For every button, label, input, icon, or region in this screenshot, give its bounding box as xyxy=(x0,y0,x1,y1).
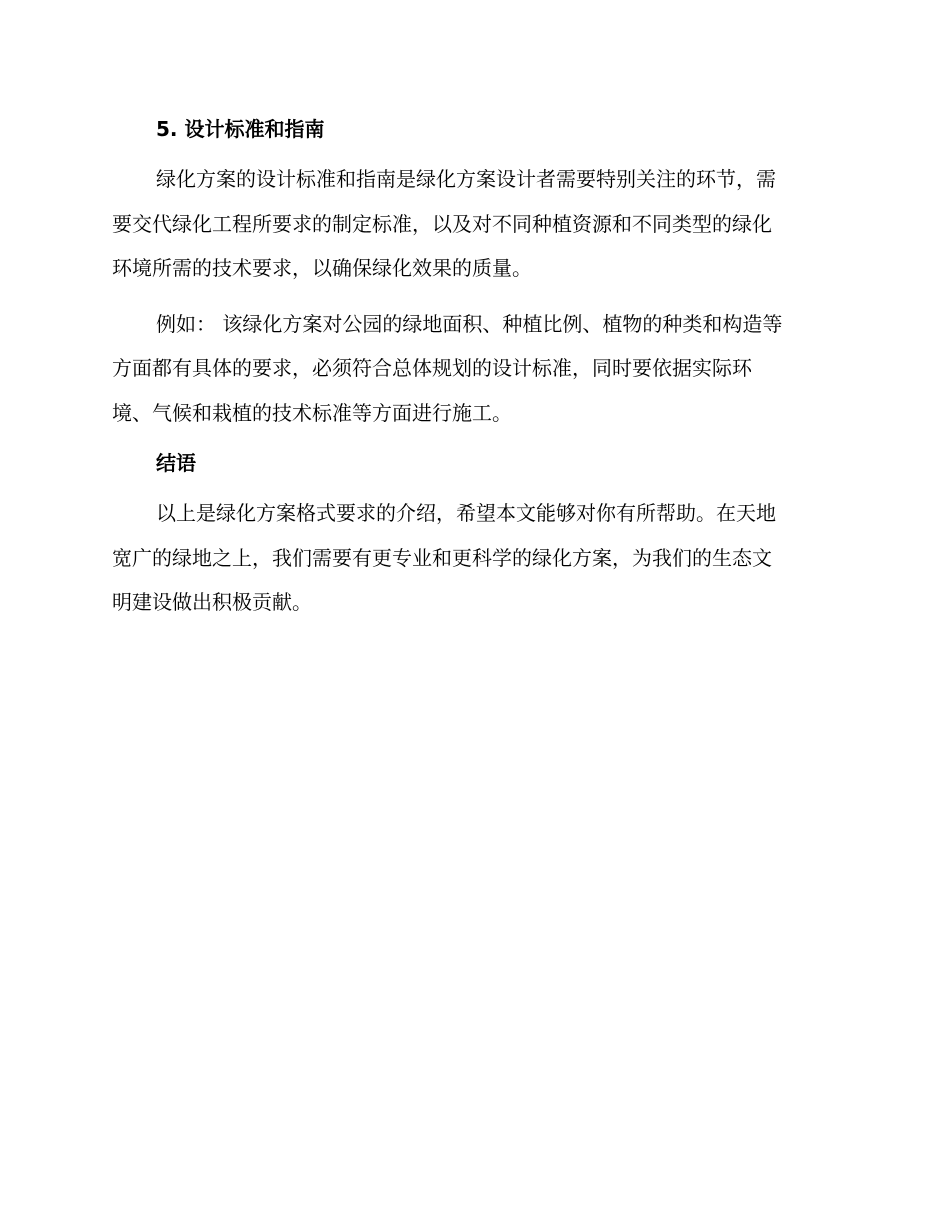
section-heading: 5. 设计标准和指南 xyxy=(156,117,325,141)
paragraph-line: 环境所需的技术要求，以确保绿化效果的质量。 xyxy=(112,256,532,280)
paragraph-line: 要交代绿化工程所要求的制定标准，以及对不同种植资源和不同类型的绿化 xyxy=(112,211,772,236)
section-paragraph-2 xyxy=(112,302,838,436)
paragraph-line: 宽广的绿地之上，我们需要有更专业和更科学的绿化方案，为我们的生态文 xyxy=(112,545,772,570)
conclusion-heading: 结语 xyxy=(156,451,196,475)
paragraph-line: 例如： 该绿化方案对公园的绿地面积、种植比例、植物的种类和构造等 xyxy=(156,311,783,336)
paragraph-line: 明建设做出积极贡献。 xyxy=(112,590,312,614)
section-paragraph-1 xyxy=(112,157,838,291)
conclusion-paragraph xyxy=(112,491,838,625)
paragraph-line: 以上是绿化方案格式要求的介绍，希望本文能够对你有所帮助。在天地 xyxy=(156,501,776,525)
paragraph-line: 境、气候和栽植的技术标准等方面进行施工。 xyxy=(112,400,512,425)
paragraph-line: 方面都有具体的要求，必须符合总体规划的设计标准，同时要依据实际环 xyxy=(112,356,752,380)
paragraph-line: 绿化方案的设计标准和指南是绿化方案设计者需要特别关注的环节，需 xyxy=(156,167,776,191)
document-page xyxy=(112,112,838,636)
